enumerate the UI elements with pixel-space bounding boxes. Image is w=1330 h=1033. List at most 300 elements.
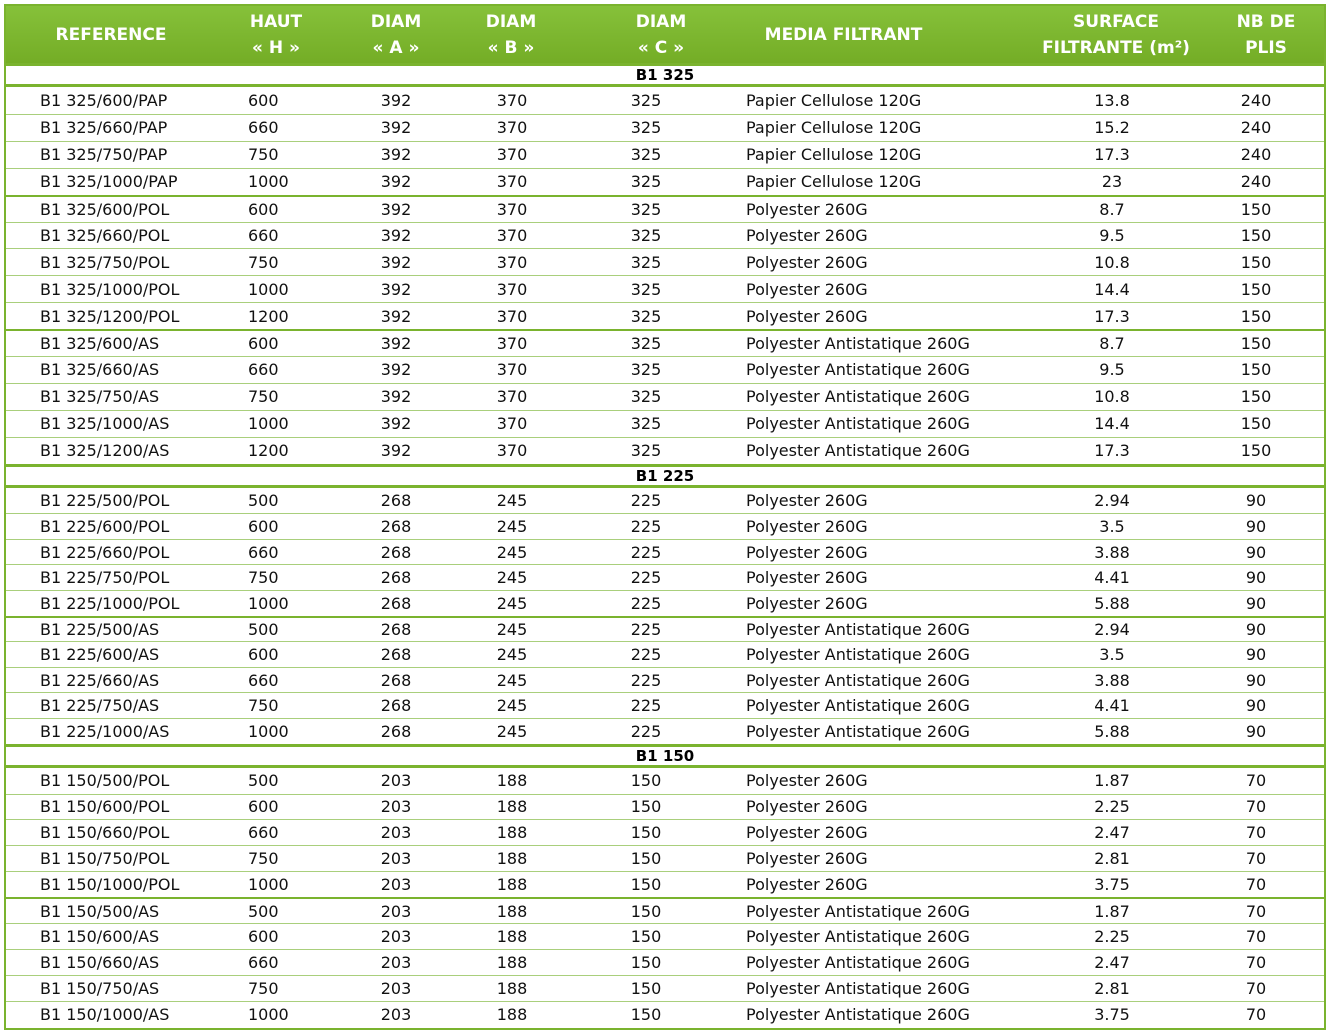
cell-media: Papier Cellulose 120G: [746, 145, 922, 165]
cell-diam-a: 203: [380, 771, 412, 791]
cell-diam-c: 225: [630, 644, 662, 664]
table-row: [6, 410, 1324, 437]
cell-media: Polyester 260G: [746, 568, 868, 588]
cell-media: Papier Cellulose 120G: [746, 172, 922, 192]
cell-reference: B1 325/750/POL: [40, 252, 170, 272]
cell-diam-c: 150: [630, 1004, 662, 1024]
cell-diam-b: 245: [496, 721, 528, 741]
cell-diam-b: 245: [496, 593, 528, 613]
cell-diam-c: 225: [630, 516, 662, 536]
cell-diam-c: 150: [630, 797, 662, 817]
cell-diam-a: 203: [380, 926, 412, 946]
cell-diam-c: 225: [630, 568, 662, 588]
table-row: [6, 616, 1324, 642]
cell-surface: 13.8: [1094, 90, 1130, 110]
cell-diam-b: 370: [496, 306, 528, 326]
header-line: HAUT: [249, 11, 303, 32]
header-diam-b: [461, 6, 561, 63]
cell-surface: 14.4: [1094, 279, 1130, 299]
cell-diam-b: 245: [496, 696, 528, 716]
cell-media: Polyester 260G: [746, 279, 868, 299]
cell-plis: 70: [1245, 1004, 1267, 1024]
cell-diam-a: 392: [380, 199, 412, 219]
header-line: « B »: [487, 37, 535, 58]
cell-plis: 90: [1245, 490, 1267, 510]
cell-diam-a: 392: [380, 118, 412, 138]
header-line: « H »: [251, 37, 301, 58]
cell-diam-a: 392: [380, 145, 412, 165]
header-diam-a: [346, 6, 446, 63]
table-row: [6, 437, 1324, 464]
header-reference: [6, 6, 216, 63]
cell-media: Polyester 260G: [746, 225, 868, 245]
cell-surface: 8.7: [1099, 334, 1125, 354]
cell-plis: 70: [1245, 901, 1267, 921]
cell-surface: 2.47: [1094, 823, 1130, 843]
cell-media: Polyester 260G: [746, 516, 868, 536]
cell-diam-b: 188: [496, 797, 528, 817]
cell-haut: 660: [248, 118, 279, 138]
cell-diam-b: 370: [496, 199, 528, 219]
cell-plis: 70: [1245, 771, 1267, 791]
cell-reference: B1 225/500/POL: [40, 490, 170, 510]
cell-diam-c: 325: [630, 334, 662, 354]
cell-diam-b: 188: [496, 926, 528, 946]
filter-table: [4, 4, 1326, 1030]
cell-media: Polyester Antistatique 260G: [746, 926, 970, 946]
cell-haut: 600: [248, 797, 279, 817]
header-surface: [1016, 6, 1216, 63]
cell-media: Polyester 260G: [746, 252, 868, 272]
header-line: SURFACE: [1072, 11, 1160, 32]
cell-haut: 1000: [248, 172, 289, 192]
cell-media: Polyester 260G: [746, 875, 868, 895]
cell-reference: B1 150/660/POL: [40, 823, 170, 843]
cell-diam-a: 392: [380, 360, 412, 380]
header-line: DIAM: [485, 11, 537, 32]
cell-diam-c: 150: [630, 823, 662, 843]
cell-plis: 240: [1240, 145, 1272, 165]
table-row: [6, 845, 1324, 871]
cell-diam-c: 150: [630, 952, 662, 972]
cell-diam-a: 392: [380, 90, 412, 110]
cell-diam-c: 150: [630, 978, 662, 998]
cell-diam-b: 370: [496, 360, 528, 380]
cell-plis: 70: [1245, 952, 1267, 972]
cell-diam-c: 325: [630, 441, 662, 461]
cell-reference: B1 150/600/AS: [40, 926, 160, 946]
cell-surface: 17.3: [1094, 145, 1130, 165]
cell-diam-b: 245: [496, 542, 528, 562]
cell-reference: B1 150/750/AS: [40, 978, 160, 998]
cell-reference: B1 150/750/POL: [40, 849, 170, 869]
cell-media: Polyester Antistatique 260G: [746, 901, 970, 921]
cell-diam-c: 150: [630, 901, 662, 921]
cell-reference: B1 325/600/AS: [40, 334, 160, 354]
cell-surface: 5.88: [1094, 593, 1130, 613]
cell-plis: 70: [1245, 797, 1267, 817]
cell-surface: 3.75: [1094, 1004, 1130, 1024]
table-row: [6, 302, 1324, 329]
cell-plis: 240: [1240, 90, 1272, 110]
cell-surface: 4.41: [1094, 568, 1130, 588]
cell-haut: 660: [248, 952, 279, 972]
cell-diam-c: 325: [630, 118, 662, 138]
cell-plis: 240: [1240, 118, 1272, 138]
cell-reference: B1 225/660/POL: [40, 542, 170, 562]
cell-diam-b: 245: [496, 644, 528, 664]
cell-diam-a: 203: [380, 849, 412, 869]
cell-haut: 750: [248, 849, 279, 869]
cell-diam-b: 245: [496, 619, 528, 639]
header-line: REFERENCE: [55, 24, 167, 45]
cell-reference: B1 325/660/POL: [40, 225, 170, 245]
cell-diam-b: 370: [496, 145, 528, 165]
table-row: [6, 114, 1324, 141]
cell-diam-b: 188: [496, 823, 528, 843]
header-plis: [1221, 6, 1311, 63]
cell-diam-c: 325: [630, 279, 662, 299]
cell-plis: 90: [1245, 644, 1267, 664]
header-line: « A »: [372, 37, 420, 58]
cell-reference: B1 150/500/AS: [40, 901, 160, 921]
cell-diam-c: 150: [630, 849, 662, 869]
cell-haut: 1000: [248, 1004, 289, 1024]
table-row: [6, 329, 1324, 356]
cell-plis: 150: [1240, 252, 1272, 272]
header-line: NB DE: [1236, 11, 1296, 32]
table-row: [6, 871, 1324, 897]
cell-haut: 1200: [248, 441, 289, 461]
cell-haut: 1200: [248, 306, 289, 326]
table-row: [6, 383, 1324, 410]
cell-diam-c: 150: [630, 875, 662, 895]
table-row: [6, 195, 1324, 222]
cell-diam-c: 325: [630, 306, 662, 326]
cell-reference: B1 150/1000/POL: [40, 875, 180, 895]
cell-diam-a: 268: [380, 490, 412, 510]
cell-media: Polyester Antistatique 260G: [746, 619, 970, 639]
table-row: [6, 87, 1324, 114]
cell-plis: 90: [1245, 542, 1267, 562]
table-row: [6, 356, 1324, 383]
cell-surface: 2.94: [1094, 490, 1130, 510]
cell-diam-c: 225: [630, 619, 662, 639]
cell-surface: 2.25: [1094, 797, 1130, 817]
cell-haut: 1000: [248, 875, 289, 895]
cell-haut: 750: [248, 145, 279, 165]
cell-plis: 150: [1240, 360, 1272, 380]
cell-diam-b: 188: [496, 978, 528, 998]
table-row: [6, 564, 1324, 590]
cell-media: Polyester 260G: [746, 542, 868, 562]
cell-media: Polyester Antistatique 260G: [746, 1004, 970, 1024]
cell-media: Polyester Antistatique 260G: [746, 414, 970, 434]
cell-diam-a: 268: [380, 516, 412, 536]
cell-surface: 23: [1101, 172, 1123, 192]
cell-diam-b: 370: [496, 414, 528, 434]
cell-reference: B1 325/750/AS: [40, 387, 160, 407]
cell-diam-b: 370: [496, 279, 528, 299]
group-header: B1 325: [6, 63, 1324, 87]
cell-haut: 600: [248, 516, 279, 536]
cell-diam-a: 392: [380, 172, 412, 192]
cell-haut: 600: [248, 90, 279, 110]
cell-media: Polyester Antistatique 260G: [746, 644, 970, 664]
cell-diam-c: 225: [630, 696, 662, 716]
cell-diam-a: 268: [380, 542, 412, 562]
cell-diam-b: 370: [496, 252, 528, 272]
header-line: « C »: [637, 37, 685, 58]
cell-surface: 4.41: [1094, 696, 1130, 716]
cell-media: Polyester 260G: [746, 823, 868, 843]
cell-reference: B1 150/660/AS: [40, 952, 160, 972]
cell-surface: 3.75: [1094, 875, 1130, 895]
cell-diam-c: 225: [630, 670, 662, 690]
cell-reference: B1 325/1200/POL: [40, 306, 180, 326]
cell-reference: B1 325/1000/POL: [40, 279, 180, 299]
cell-diam-a: 392: [380, 279, 412, 299]
cell-plis: 90: [1245, 721, 1267, 741]
table-row: [6, 975, 1324, 1001]
cell-haut: 600: [248, 199, 279, 219]
cell-reference: B1 225/600/POL: [40, 516, 170, 536]
header-haut: [226, 6, 326, 63]
cell-diam-c: 325: [630, 360, 662, 380]
group-header: B1 225: [6, 464, 1324, 488]
cell-diam-b: 188: [496, 901, 528, 921]
cell-media: Polyester 260G: [746, 490, 868, 510]
cell-diam-b: 370: [496, 172, 528, 192]
cell-diam-b: 188: [496, 952, 528, 972]
cell-plis: 70: [1245, 823, 1267, 843]
cell-reference: B1 325/660/PAP: [40, 118, 168, 138]
cell-haut: 660: [248, 823, 279, 843]
cell-plis: 70: [1245, 926, 1267, 946]
cell-diam-b: 370: [496, 441, 528, 461]
cell-diam-b: 188: [496, 875, 528, 895]
cell-diam-b: 370: [496, 90, 528, 110]
cell-diam-c: 325: [630, 172, 662, 192]
header-line: DIAM: [635, 11, 687, 32]
table-row: [6, 513, 1324, 539]
cell-media: Polyester Antistatique 260G: [746, 334, 970, 354]
cell-surface: 3.5: [1099, 516, 1125, 536]
cell-reference: B1 325/1200/AS: [40, 441, 170, 461]
table-row: [6, 718, 1324, 744]
cell-reference: B1 225/750/POL: [40, 568, 170, 588]
cell-media: Polyester Antistatique 260G: [746, 387, 970, 407]
cell-haut: 750: [248, 568, 279, 588]
header-line: FILTRANTE (m²): [1042, 37, 1190, 58]
table-row: [6, 923, 1324, 949]
cell-diam-c: 325: [630, 225, 662, 245]
cell-diam-a: 392: [380, 414, 412, 434]
cell-diam-c: 325: [630, 145, 662, 165]
cell-reference: B1 325/1000/AS: [40, 414, 170, 434]
cell-diam-a: 203: [380, 1004, 412, 1024]
cell-diam-c: 325: [630, 199, 662, 219]
cell-diam-a: 203: [380, 797, 412, 817]
table-row: [6, 488, 1324, 514]
cell-diam-c: 225: [630, 490, 662, 510]
table-row: [6, 794, 1324, 820]
cell-surface: 10.8: [1094, 252, 1130, 272]
cell-media: Polyester 260G: [746, 771, 868, 791]
cell-diam-a: 203: [380, 978, 412, 998]
cell-diam-a: 392: [380, 225, 412, 245]
cell-plis: 70: [1245, 849, 1267, 869]
cell-diam-b: 245: [496, 568, 528, 588]
cell-diam-b: 370: [496, 225, 528, 245]
table-row: [6, 222, 1324, 249]
cell-media: Polyester Antistatique 260G: [746, 696, 970, 716]
cell-plis: 90: [1245, 696, 1267, 716]
cell-plis: 90: [1245, 670, 1267, 690]
cell-diam-b: 188: [496, 1004, 528, 1024]
cell-diam-c: 150: [630, 771, 662, 791]
cell-media: Polyester Antistatique 260G: [746, 441, 970, 461]
cell-plis: 150: [1240, 387, 1272, 407]
cell-diam-b: 370: [496, 334, 528, 354]
cell-media: Polyester 260G: [746, 849, 868, 869]
cell-plis: 150: [1240, 441, 1272, 461]
table-row: [6, 539, 1324, 565]
cell-media: Polyester 260G: [746, 306, 868, 326]
cell-media: Polyester 260G: [746, 593, 868, 613]
cell-reference: B1 325/660/AS: [40, 360, 160, 380]
cell-diam-a: 268: [380, 696, 412, 716]
cell-reference: B1 325/1000/PAP: [40, 172, 178, 192]
table-row: [6, 641, 1324, 667]
cell-surface: 15.2: [1094, 118, 1130, 138]
header-media: [731, 6, 956, 63]
cell-plis: 150: [1240, 279, 1272, 299]
cell-diam-b: 370: [496, 118, 528, 138]
table-row: [6, 248, 1324, 275]
table-row: [6, 949, 1324, 975]
table-row: [6, 819, 1324, 845]
cell-diam-c: 225: [630, 542, 662, 562]
cell-haut: 600: [248, 644, 279, 664]
cell-diam-a: 203: [380, 901, 412, 921]
cell-diam-a: 268: [380, 644, 412, 664]
cell-haut: 500: [248, 490, 279, 510]
cell-diam-a: 203: [380, 952, 412, 972]
cell-diam-a: 203: [380, 823, 412, 843]
cell-diam-a: 392: [380, 252, 412, 272]
cell-diam-b: 245: [496, 670, 528, 690]
cell-haut: 600: [248, 334, 279, 354]
table-row: [6, 692, 1324, 718]
cell-surface: 2.47: [1094, 952, 1130, 972]
cell-haut: 1000: [248, 279, 289, 299]
cell-plis: 150: [1240, 414, 1272, 434]
cell-haut: 750: [248, 252, 279, 272]
cell-reference: B1 225/1000/POL: [40, 593, 180, 613]
table-row: [6, 590, 1324, 616]
cell-diam-b: 188: [496, 771, 528, 791]
cell-diam-c: 325: [630, 252, 662, 272]
cell-reference: B1 150/600/POL: [40, 797, 170, 817]
cell-plis: 150: [1240, 306, 1272, 326]
cell-media: Polyester Antistatique 260G: [746, 952, 970, 972]
cell-reference: B1 225/600/AS: [40, 644, 160, 664]
cell-haut: 500: [248, 619, 279, 639]
cell-surface: 17.3: [1094, 306, 1130, 326]
cell-haut: 600: [248, 926, 279, 946]
cell-diam-a: 392: [380, 306, 412, 326]
cell-diam-a: 268: [380, 721, 412, 741]
cell-haut: 660: [248, 542, 279, 562]
table-row: [6, 275, 1324, 302]
cell-surface: 14.4: [1094, 414, 1130, 434]
cell-surface: 3.88: [1094, 670, 1130, 690]
cell-reference: B1 225/750/AS: [40, 696, 160, 716]
cell-haut: 500: [248, 901, 279, 921]
table-row: [6, 1001, 1324, 1027]
cell-surface: 9.5: [1099, 225, 1125, 245]
cell-surface: 2.81: [1094, 849, 1130, 869]
header-diam-c: [606, 6, 716, 63]
cell-diam-c: 325: [630, 90, 662, 110]
cell-diam-c: 225: [630, 721, 662, 741]
cell-reference: B1 325/750/PAP: [40, 145, 168, 165]
cell-plis: 150: [1240, 225, 1272, 245]
cell-diam-b: 370: [496, 387, 528, 407]
cell-media: Polyester Antistatique 260G: [746, 670, 970, 690]
cell-diam-c: 325: [630, 414, 662, 434]
cell-diam-c: 325: [630, 387, 662, 407]
cell-diam-a: 268: [380, 593, 412, 613]
cell-haut: 660: [248, 225, 279, 245]
cell-haut: 500: [248, 771, 279, 791]
cell-plis: 70: [1245, 978, 1267, 998]
cell-plis: 150: [1240, 199, 1272, 219]
cell-diam-c: 225: [630, 593, 662, 613]
table-row: [6, 768, 1324, 794]
cell-surface: 8.7: [1099, 199, 1125, 219]
cell-plis: 90: [1245, 619, 1267, 639]
cell-surface: 3.88: [1094, 542, 1130, 562]
cell-diam-a: 392: [380, 441, 412, 461]
cell-surface: 10.8: [1094, 387, 1130, 407]
header-line: MEDIA FILTRANT: [764, 24, 923, 45]
cell-reference: B1 225/1000/AS: [40, 721, 170, 741]
cell-diam-a: 392: [380, 387, 412, 407]
group-header: B1 150: [6, 744, 1324, 768]
cell-plis: 70: [1245, 875, 1267, 895]
table-row: [6, 168, 1324, 195]
cell-reference: B1 225/660/AS: [40, 670, 160, 690]
cell-media: Polyester 260G: [746, 199, 868, 219]
cell-diam-a: 268: [380, 568, 412, 588]
table-header: [6, 6, 1324, 63]
cell-surface: 1.87: [1094, 771, 1130, 791]
cell-plis: 150: [1240, 334, 1272, 354]
cell-surface: 17.3: [1094, 441, 1130, 461]
cell-surface: 3.5: [1099, 644, 1125, 664]
table-row: [6, 141, 1324, 168]
cell-media: Polyester Antistatique 260G: [746, 360, 970, 380]
cell-diam-b: 245: [496, 516, 528, 536]
cell-diam-a: 268: [380, 619, 412, 639]
cell-surface: 2.94: [1094, 619, 1130, 639]
cell-surface: 5.88: [1094, 721, 1130, 741]
cell-plis: 90: [1245, 516, 1267, 536]
cell-surface: 2.25: [1094, 926, 1130, 946]
cell-diam-c: 150: [630, 926, 662, 946]
